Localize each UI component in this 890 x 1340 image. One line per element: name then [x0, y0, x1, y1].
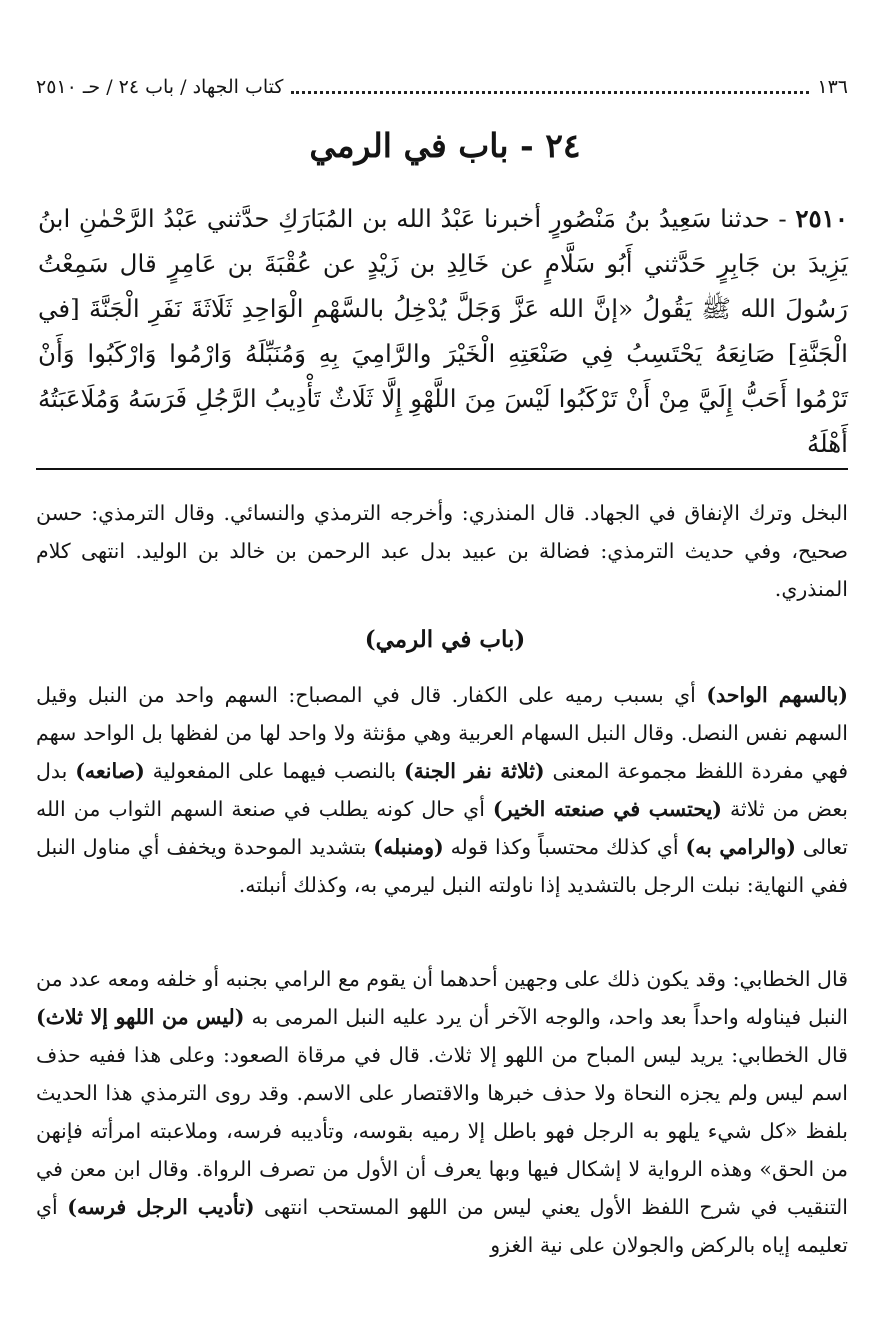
commentary-heading: (باب في الرمي) — [364, 626, 526, 653]
hadith-text — [38, 196, 848, 466]
footnote-divider — [36, 468, 848, 470]
term-bold: (ومنبله) — [373, 835, 444, 859]
paragraph-text: أي تعليمه إياه بالركض والجولان على نية الغزو — [36, 1195, 848, 1257]
running-header — [36, 72, 848, 102]
paragraph-text: بالنصب فيهما على المفعولية — [144, 759, 404, 783]
commentary-top-text: البخل وترك الإنفاق في الجهاد. قال المنذري: وأخرجه الترمذي والنسائي. وقال الترمذي: حسن صحيح، وفي حديث الترمذي: فضالة بن عبيد بدل عبد الرحمن بن خالد بن الوليد. انتهى كلام المنذري. — [36, 501, 848, 601]
hadith-body: - حدثنا سَعِيدُ بنُ مَنْصُورٍ أخبرنا عَبْدُ الله بن المُبَارَكِ حدَّثني عَبْدُ الرَّحْمٰنِ ابنُ يَزِيدَ بن جَابِرٍ حَدَّثني أَبُو سَلَّامٍ عن خَالِدِ بن زَيْدٍ عن عُقْبَةَ بن عَامِرٍ قال سَمِعْتُ رَسُولَ الله ﷺ يَقُولُ «إنَّ الله عَزَّ وَجَلَّ يُدْخِلُ بالسَّهْمِ الْوَاحِدِ ثَلَاثَةَ نَفَرِ الْجَنَّةَ [في الْجَنَّةِ] صَانِعَهُ يَحْتَسِبُ فِي صَنْعَتِهِ الْخَيْرَ والرَّامِيَ بِهِ وَمُنَبِّلَهُ وَارْمُوا وَارْكَبُوا وَأَنْ تَرْمُوا أَحَبُّ إِلَيَّ مِنْ أَنْ تَرْكَبُوا لَيْسَ مِنَ اللَّهْوِ إِلَّا ثَلَاثٌ تَأْدِيبُ الرَّجُلِ فَرَسَهُ وَمُلَاعَبَتُهُ أَهْلَهُ — [38, 204, 848, 458]
paragraph-2 — [36, 960, 848, 1264]
term-bold: (تأديب الرجل فرسه) — [67, 1195, 255, 1219]
paragraph-text: أي كذلك محتسباً وكذا قوله — [443, 835, 686, 859]
dotted-leader — [291, 89, 809, 94]
paragraph-text: بتشديد الموحدة ويخفف أي مناول النبل ففي النهاية: نبلت الرجل بالتشديد إذا ناولته النبل ليرمي به، وكذلك أنبلته. — [36, 835, 848, 897]
term-bold: (ليس من اللهو إلا ثلاث) — [36, 1005, 245, 1029]
commentary-continuation — [36, 494, 848, 608]
commentary-paragraph-1 — [36, 676, 848, 904]
chapter-title: ٢٤ - باب في الرمي — [309, 126, 581, 165]
hadith-number: ٢٥١٠ — [795, 204, 848, 233]
paragraph-text: أي بسبب رميه على الكفار. قال في المصباح: السهم واحد من النبل وقيل السهم نفس النصل. وقال النبل السهام العربية وهي مؤنثة ولا واحد لها من لفظها بل الواحد سهم فهي مفردة اللفظ مجموعة المعنى — [36, 683, 849, 783]
term-bold: (يحتسب في صنعته الخير) — [492, 797, 722, 821]
term-bold: (ثلاثة نفر الجنة) — [403, 759, 545, 783]
term-bold: (صانعه) — [75, 759, 145, 783]
term-bold: (والرامي به) — [685, 835, 796, 859]
paragraph-text: بدل بعض من ثلاثة — [36, 759, 848, 821]
page-number: ١٣٦ — [817, 76, 848, 98]
term-bold: (بالسهم الواحد) — [706, 683, 849, 707]
commentary-paragraph-2 — [36, 960, 848, 1264]
paragraph-text: قال الخطابي: يريد ليس المباح من اللهو إلا ثلاث. قال في مرقاة الصعود: وعلى هذا ففيه حذف اسم ليس ولم يجزه النحاة ولا حذف خبرها والاقتصار على الاسم. وقد روى الترمذي هذا الحديث بلفظ «كل شيء يلهو به الرجل فهو باطل إلا رميه بقوسه، وتأديبه فرسه، وملاعبته امرأته فإنهن من الحق» وهذه الرواية لا إشكال فيها وبها يعرف أن الأول من تصرف الرواة. وقال ابن معن في التنقيب في شرح اللفظ الأول يعني ليس من اللهو المستحب انتهى — [36, 1043, 848, 1219]
paragraph-1 — [36, 676, 848, 904]
paragraph-text: أي حال كونه يطلب في صنعة السهم الثواب من الله تعالى — [36, 797, 848, 859]
running-title: كتاب الجهاد / باب ٢٤ / حـ ٢٥١٠ — [36, 76, 284, 98]
paragraph-text: قال الخطابي: وقد يكون ذلك على وجهين أحدهما أن يقوم مع الرامي بجنبه أو خلفه ومعه عدد من النبل فيناوله واحداً بعد واحد، والوجه الآخر أن يرد عليه النبل المرمى به — [36, 967, 849, 1029]
